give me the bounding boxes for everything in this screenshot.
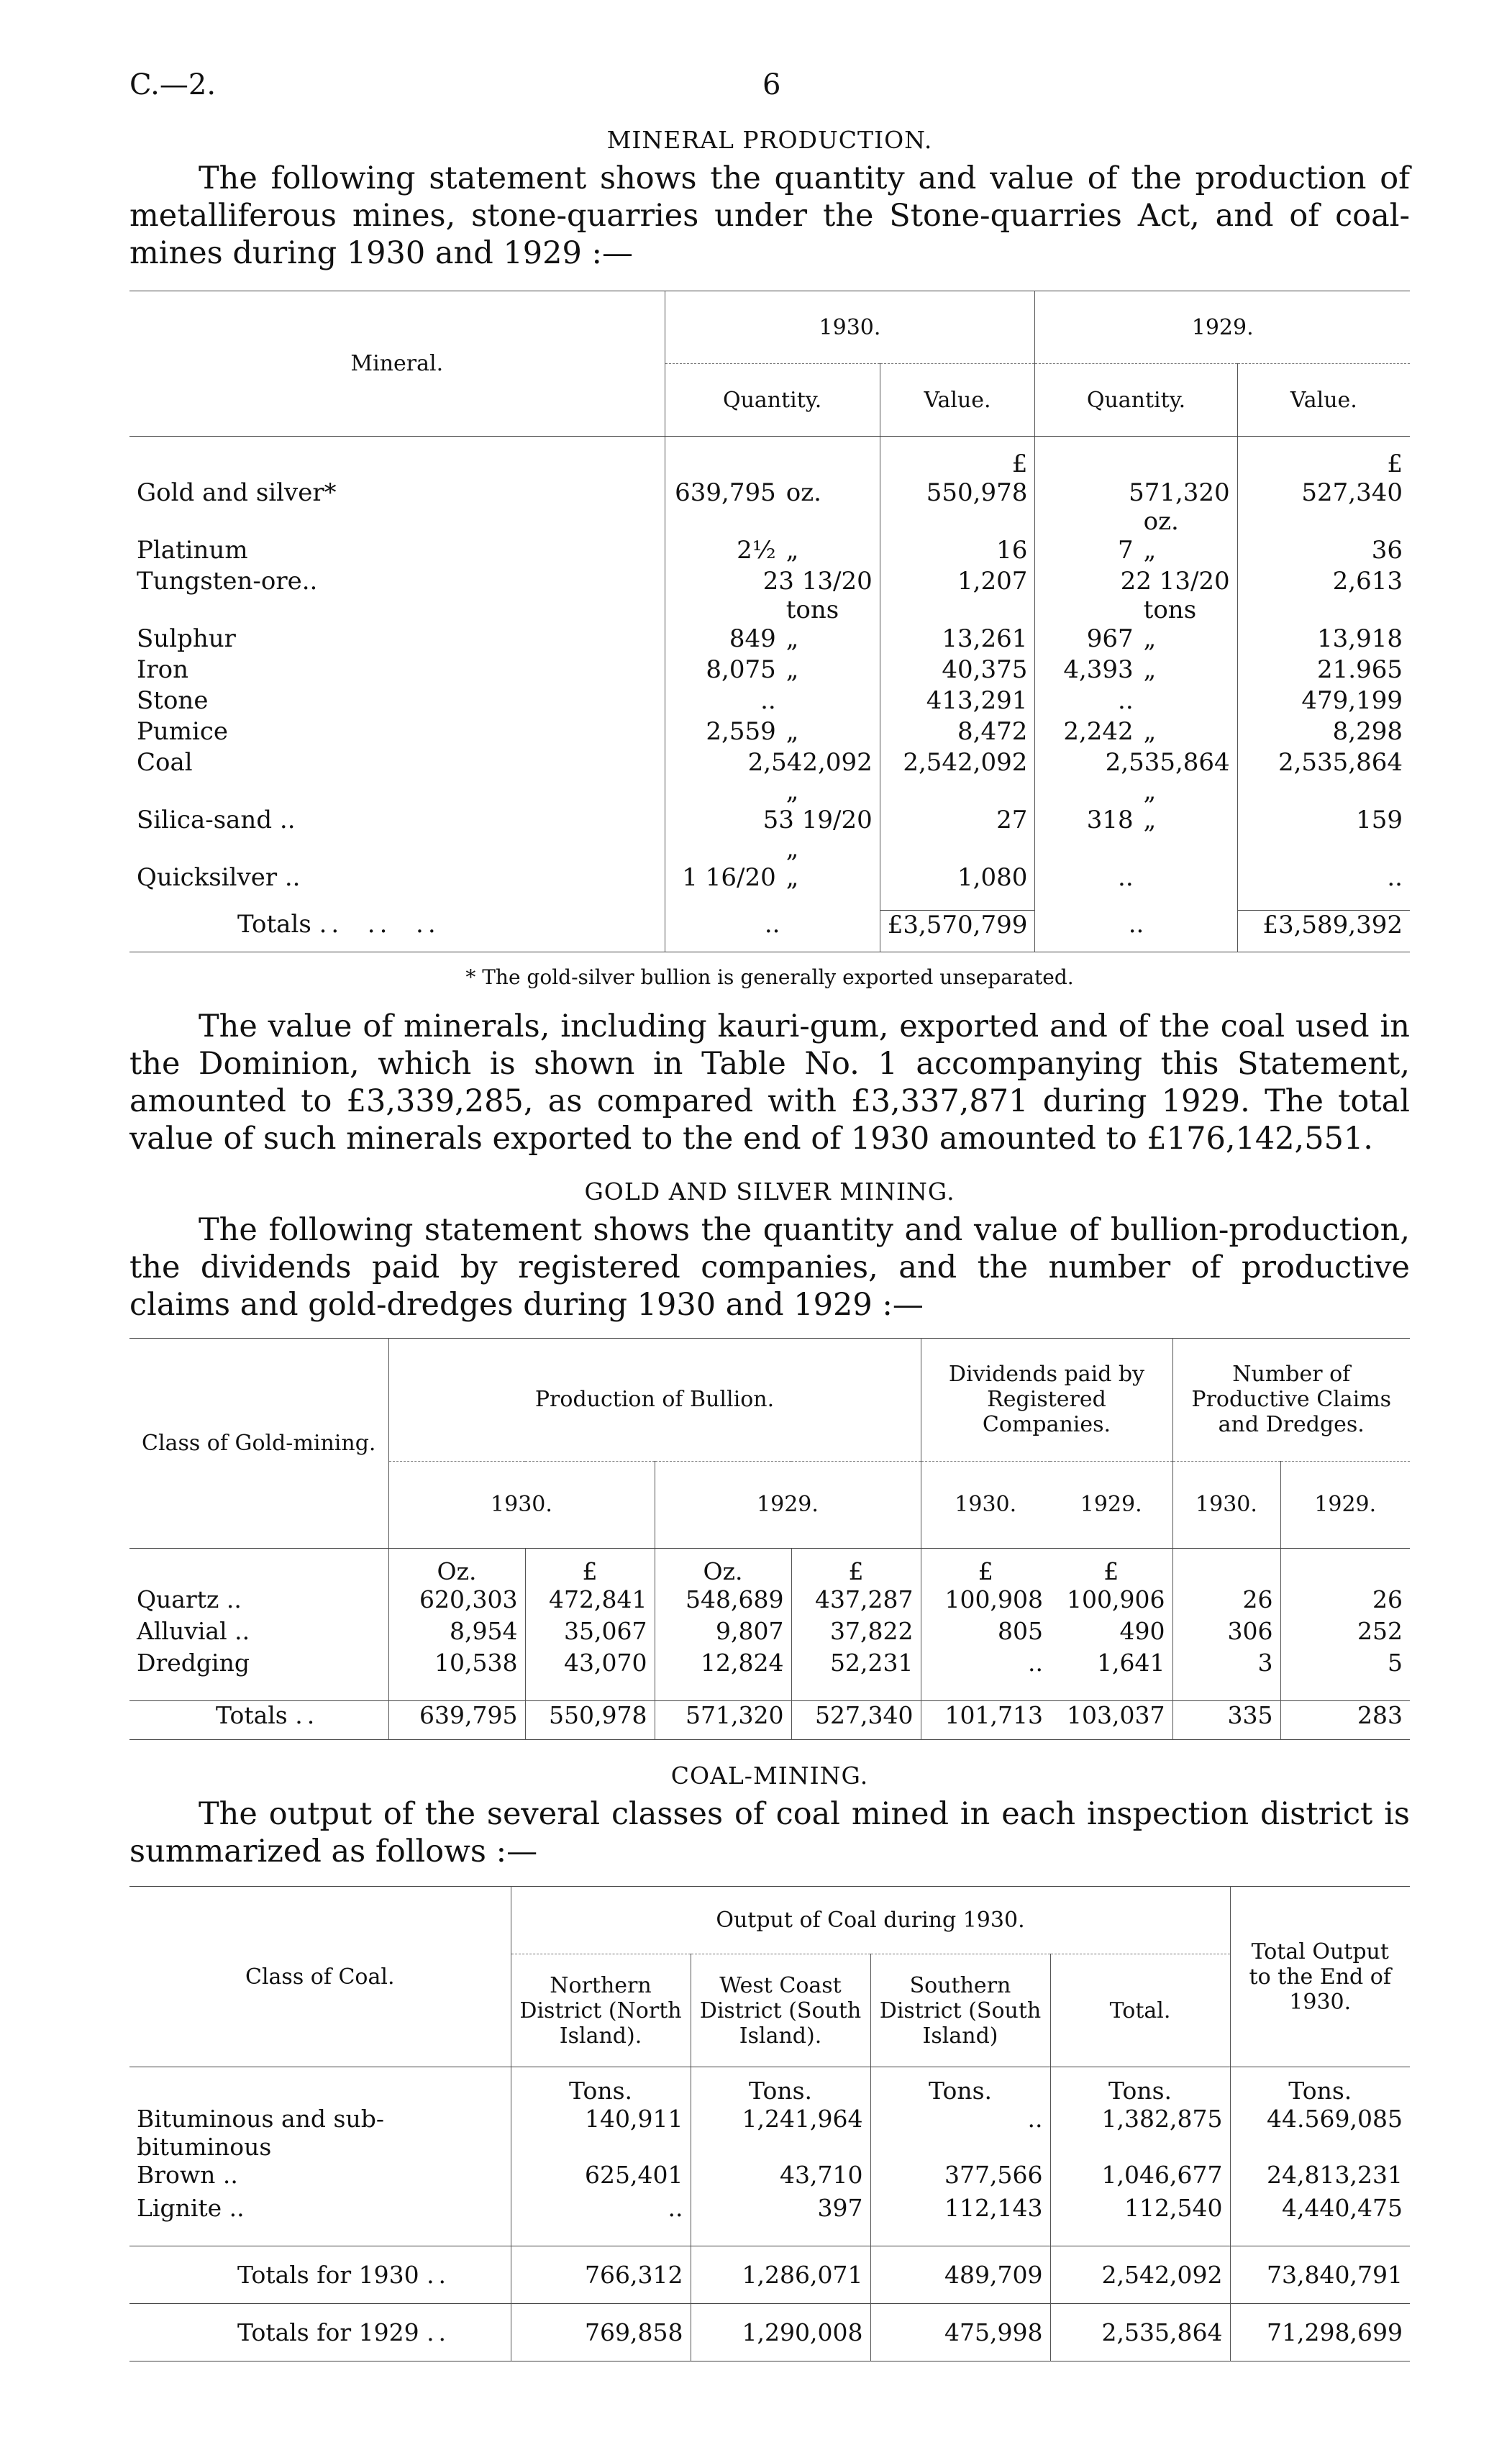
value-1930: 16: [880, 536, 1035, 567]
mineral-name: Coal: [137, 748, 193, 777]
total-1929-south: 475,998: [870, 2303, 1050, 2361]
bullion-1930-header: 1930.: [388, 1461, 655, 1548]
total-dividends-1930: 101,713: [921, 1701, 1050, 1740]
mineral-totals-row: Totals .. .. .. .. £3,570,799 .. £3,589,392: [129, 910, 1410, 952]
value-1929: 13,918: [1237, 624, 1410, 655]
value-1929: 21.965: [1237, 655, 1410, 686]
mineral-row: [129, 863, 1410, 894]
total-1929-north: 769,858: [511, 2303, 691, 2361]
grand-total-output: 44.569,085: [1230, 2105, 1410, 2161]
total-1930-west: 1,286,071: [691, 2246, 870, 2303]
totals-label: Totals: [237, 910, 311, 939]
quantity-1930: 849 „: [665, 624, 880, 655]
value-1930: 35,067: [525, 1617, 655, 1649]
value-1929: 36: [1237, 536, 1410, 567]
oz-1929: 12,824: [655, 1649, 791, 1680]
unit-label: Tons.: [1050, 2067, 1230, 2105]
quantity-1930: 639,795 oz.: [665, 478, 880, 536]
total-value-1930: 550,978: [525, 1701, 655, 1740]
total-1930-grand: 73,840,791: [1230, 2246, 1410, 2303]
unit-label: Tons.: [511, 2067, 691, 2105]
page-header: [129, 68, 1410, 119]
unit-label: £: [1103, 1557, 1119, 1585]
mineral-section-title: MINERAL PRODUCTION.: [606, 126, 933, 154]
quantity-1929: 2,242 „: [1035, 717, 1237, 748]
total-dividends-1929: 103,037: [1067, 1701, 1165, 1729]
mineral-value-paragraph: The value of minerals, including kauri-gum, exported and of the coal used in the Dominion, which is shown in Table No. 1 accompanying this Statement, amounted to £3,339,285, as compared with £3,337,871 during 1929. The total value of such minerals exported to the end of 1930 amounted to £176,142,551.: [129, 1008, 1410, 1157]
totals-label: Totals: [216, 1701, 288, 1729]
mineral-intro: The following statement shows the quantity and value of the production of metalliferous mines, stone-quarries under the Stone-quarries Act, and of coal-mines during 1930 and 1929 :—: [129, 160, 1410, 271]
quantity-1929: ..: [1035, 686, 1237, 717]
dividends-1930: 805: [921, 1617, 1050, 1649]
bullion-1929-header: 1929.: [655, 1461, 921, 1548]
value-1930: 1,207: [880, 567, 1035, 624]
gold-class-name: Quartz ..: [137, 1585, 242, 1613]
southern-output: 377,566: [870, 2161, 1050, 2194]
oz-1930: 8,954: [388, 1617, 525, 1649]
quantity-1929: ..: [1035, 863, 1237, 894]
value-1930: 1,080: [880, 863, 1035, 894]
mineral-row: [129, 536, 1410, 567]
coal-row: [129, 2105, 1410, 2161]
coal-table: [129, 1886, 1410, 2361]
document-page: [129, 68, 1410, 2361]
total-quantity-1929: ..: [1035, 910, 1237, 952]
coal-class-name: Bituminous and sub-bituminous: [137, 2104, 384, 2161]
gold-row: [129, 1617, 1410, 1649]
gold-class-name: Alluvial ..: [137, 1617, 250, 1645]
value-1929: 479,199: [1237, 686, 1410, 717]
southern-output: 112,143: [870, 2194, 1050, 2227]
quantity-1930: 8,075 „: [665, 655, 880, 686]
mineral-name: Tungsten-ore..: [137, 567, 318, 596]
dividends-1929: 490: [1119, 1617, 1165, 1645]
year-1929-header: 1929.: [1035, 291, 1410, 364]
mineral-row: [129, 478, 1410, 536]
coal-class-name: Brown ..: [137, 2160, 238, 2189]
unit-label: Oz.: [388, 1548, 525, 1585]
quantity-header: Quantity.: [1035, 364, 1237, 437]
value-1929: 8,298: [1237, 717, 1410, 748]
northern-output: 140,911: [511, 2105, 691, 2161]
value-1929: 159: [1237, 806, 1410, 863]
coal-totals-1929-row: Totals for 1929 .. 769,858 1,290,008 475,998 2,535,864 71,298,699: [129, 2303, 1410, 2361]
quantity-1930: 2,542,092„: [665, 748, 880, 806]
total-value-1929: 527,340: [791, 1701, 921, 1740]
oz-1930: 620,303: [388, 1585, 525, 1617]
oz-1929: 548,689: [655, 1585, 791, 1617]
gold-table: [129, 1338, 1410, 1741]
coal-totals-1930-row: Totals for 1930 .. 766,312 1,286,071 489,709 2,542,092 73,840,791: [129, 2246, 1410, 2303]
claims-1930: 306: [1172, 1617, 1280, 1649]
claims-1929: 252: [1280, 1617, 1410, 1649]
value-1929: 527,340: [1237, 478, 1410, 536]
claims-1930: 3: [1172, 1649, 1280, 1680]
total-oz-1930: 639,795: [388, 1701, 525, 1740]
value-1930: 8,472: [880, 717, 1035, 748]
mineral-name: Quicksilver ..: [137, 863, 301, 892]
mineral-row: [129, 686, 1410, 717]
quantity-1930: 23 13/20tons: [665, 567, 880, 624]
total-1930-total: 2,542,092: [1050, 2246, 1230, 2303]
quantity-1930: 53 19/20„: [665, 806, 880, 863]
mineral-row: [129, 624, 1410, 655]
west-coast-output: 1,241,964: [691, 2105, 870, 2161]
claims-1929: 5: [1280, 1649, 1410, 1680]
mineral-row: [129, 655, 1410, 686]
unit-label: Tons.: [1230, 2067, 1410, 2105]
west-coast-output: 397: [691, 2194, 870, 2227]
claims-1930: 26: [1172, 1585, 1280, 1617]
quantity-1929: 2,535,864„: [1035, 748, 1237, 806]
quantity-1930: 1 16/20 „: [665, 863, 880, 894]
total-header: Total.: [1050, 1954, 1230, 2067]
currency-label: £: [1237, 437, 1410, 479]
value-1929: 437,287: [791, 1585, 921, 1617]
document-reference: C.—2.: [129, 68, 217, 101]
total-output: 1,046,677: [1050, 2161, 1230, 2194]
mineral-name: Sulphur: [137, 624, 236, 653]
oz-1930: 10,538: [388, 1649, 525, 1680]
mineral-name: Gold and silver*: [137, 478, 337, 507]
dividends-1930: ..: [921, 1649, 1050, 1680]
total-output: 112,540: [1050, 2194, 1230, 2227]
mineral-name: Silica-sand ..: [137, 806, 296, 834]
claims-header: Number of Productive Claims and Dredges.: [1172, 1338, 1410, 1461]
quantity-1930: ..: [665, 686, 880, 717]
total-1930-north: 766,312: [511, 2246, 691, 2303]
claims-1929: 26: [1280, 1585, 1410, 1617]
grand-total-output: 4,440,475: [1230, 2194, 1410, 2227]
totals-label: Totals for 1930: [237, 2260, 419, 2289]
west-coast-district-header: West Coast District (South Island).: [691, 1954, 870, 2067]
dividends-1930: 100,908: [921, 1585, 1050, 1617]
total-quantity-1930: ..: [665, 910, 880, 952]
gold-class-header: Class of Gold-mining.: [129, 1338, 388, 1548]
dividends-1929: 100,906: [1067, 1585, 1165, 1613]
mineral-row: [129, 567, 1410, 624]
oz-1929: 9,807: [655, 1617, 791, 1649]
quantity-1929: 22 13/20tons: [1035, 567, 1237, 624]
value-header: Value.: [1237, 364, 1410, 437]
output-header: Output of Coal during 1930.: [511, 1887, 1230, 1954]
total-output: 1,382,875: [1050, 2105, 1230, 2161]
mineral-col-header: Mineral.: [129, 291, 665, 437]
quantity-header: Quantity.: [665, 364, 880, 437]
mineral-name: Pumice: [137, 717, 229, 746]
value-1929: 2,613: [1237, 567, 1410, 624]
gold-class-name: Dredging: [137, 1649, 250, 1677]
quantity-1929: 318 „: [1035, 806, 1237, 863]
gold-totals-row: Totals .. 639,795 550,978 571,320 527,340 101,713 103,037 335 283: [129, 1701, 1410, 1740]
totals-label: Totals for 1929: [237, 2318, 419, 2346]
unit-label: Oz.: [655, 1548, 791, 1585]
gold-section-title: GOLD AND SILVER MINING.: [584, 1177, 955, 1206]
mineral-table: [129, 291, 1410, 952]
value-1929: 37,822: [791, 1617, 921, 1649]
gold-intro: The following statement shows the quantity and value of bullion-production, the dividends paid by registered companies, and the number of productive claims and gold-dredges during 1930 and 1929 :—: [129, 1211, 1410, 1323]
total-value-1929: £3,589,392: [1237, 910, 1410, 952]
quantity-1929: 7 „: [1035, 536, 1237, 567]
unit-label: Tons.: [870, 2067, 1050, 2105]
bullion-header: Production of Bullion.: [388, 1338, 921, 1461]
total-oz-1929: 571,320: [655, 1701, 791, 1740]
total-claims-1929: 283: [1280, 1701, 1410, 1740]
unit-label: £: [525, 1548, 655, 1585]
year-1930-header: 1930.: [665, 291, 1035, 364]
unit-label: £: [791, 1548, 921, 1585]
value-header: Value.: [880, 364, 1035, 437]
mineral-name: Iron: [137, 655, 189, 684]
mineral-name: Stone: [137, 686, 209, 715]
unit-label: Tons.: [691, 2067, 870, 2105]
unit-label: £: [921, 1548, 1050, 1585]
dividends-1930-header: 1930.: [921, 1461, 1050, 1548]
quantity-1929: 967 „: [1035, 624, 1237, 655]
footnote: * The gold-silver bullion is generally exported unseparated.: [465, 965, 1074, 989]
value-1930: 40,375: [880, 655, 1035, 686]
coal-section-title: COAL-MINING.: [670, 1762, 869, 1790]
northern-output: 625,401: [511, 2161, 691, 2194]
southern-output: ..: [870, 2105, 1050, 2161]
total-1929-west: 1,290,008: [691, 2303, 870, 2361]
value-1929: 52,231: [791, 1649, 921, 1680]
total-1930-south: 489,709: [870, 2246, 1050, 2303]
dividends-1929-header: 1929.: [1050, 1461, 1172, 1548]
mineral-row: [129, 806, 1410, 863]
coal-intro: The output of the several classes of coal mined in each inspection district is summarized as follows :—: [129, 1796, 1410, 1869]
quantity-1930: 2,559 „: [665, 717, 880, 748]
grand-total-header: Total Output to the End of 1930.: [1230, 1887, 1410, 2067]
total-value-1930: £3,570,799: [880, 910, 1035, 952]
quantity-1929: 4,393 „: [1035, 655, 1237, 686]
value-1930: 472,841: [525, 1585, 655, 1617]
claims-1929-header: 1929.: [1280, 1461, 1410, 1548]
coal-class-name: Lignite ..: [137, 2193, 245, 2222]
quantity-1930: 2½ „: [665, 536, 880, 567]
coal-row: [129, 2161, 1410, 2194]
claims-1930-header: 1930.: [1172, 1461, 1280, 1548]
gold-row: [129, 1585, 1410, 1617]
currency-label: £: [880, 437, 1035, 479]
grand-total-output: 24,813,231: [1230, 2161, 1410, 2194]
mineral-row: [129, 748, 1410, 806]
dividends-1929: 1,641: [1097, 1649, 1165, 1677]
southern-district-header: Southern District (South Island): [870, 1954, 1050, 2067]
value-1930: 27: [880, 806, 1035, 863]
coal-class-header: Class of Coal.: [129, 1887, 511, 2067]
total-claims-1930: 335: [1172, 1701, 1280, 1740]
quantity-1929: 571,320oz.: [1035, 478, 1237, 536]
northern-output: ..: [511, 2194, 691, 2227]
dividends-header: Dividends paid by Registered Companies.: [921, 1338, 1172, 1461]
value-1930: 550,978: [880, 478, 1035, 536]
value-1929: ..: [1237, 863, 1410, 894]
northern-district-header: Northern District (North Island).: [511, 1954, 691, 2067]
value-1930: 2,542,092: [880, 748, 1035, 806]
value-1930: 413,291: [880, 686, 1035, 717]
value-1930: 13,261: [880, 624, 1035, 655]
gold-row: [129, 1649, 1410, 1680]
total-1929-total: 2,535,864: [1050, 2303, 1230, 2361]
mineral-name: Platinum: [137, 536, 248, 565]
mineral-row: [129, 717, 1410, 748]
west-coast-output: 43,710: [691, 2161, 870, 2194]
value-1929: 2,535,864: [1237, 748, 1410, 806]
page-number: 6: [762, 68, 781, 101]
total-1929-grand: 71,298,699: [1230, 2303, 1410, 2361]
coal-row: [129, 2194, 1410, 2227]
value-1930: 43,070: [525, 1649, 655, 1680]
